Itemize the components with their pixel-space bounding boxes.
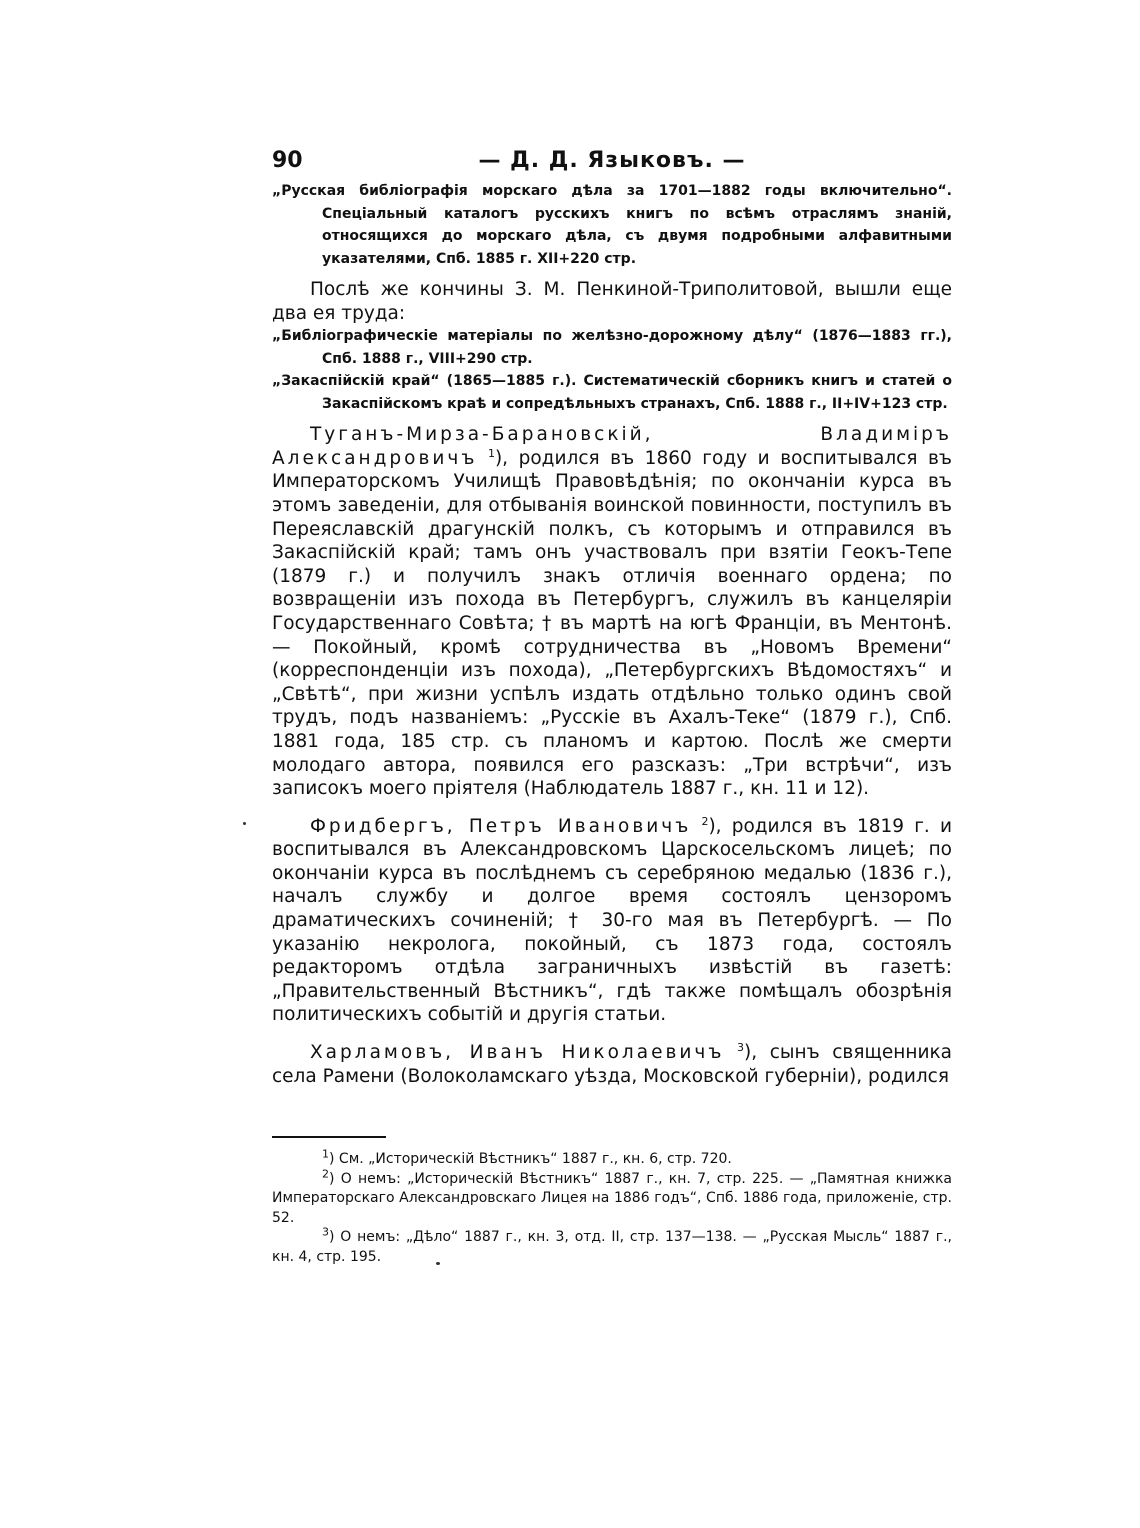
ink-speck bbox=[436, 1262, 440, 1265]
footnote-text: ) См. „Историческій Вѣстникъ“ 1887 г., кн. 6, стр. 720. bbox=[329, 1151, 732, 1168]
book-page bbox=[272, 140, 952, 1267]
ink-speck bbox=[243, 822, 246, 825]
page-number: 90 bbox=[272, 148, 303, 173]
entry-text: ), сынъ священника села Рамени (Волоколамскаго уѣзда, Московской губерніи), родился bbox=[272, 1042, 952, 1087]
footnote-ref: 3 bbox=[737, 1040, 745, 1054]
page-header bbox=[272, 140, 952, 180]
bibliography-entry: „Русская библіографія морскаго дѣла за 1701—1882 годы включительно“. Спеціальный каталогъ русскихъ книгъ по всѣмъ отраслямъ знаній, относящихся до морскаго дѣла, съ двумя подробными алфавитными указателями, Спб. 1885 г. XII+220 стр. bbox=[272, 183, 952, 267]
entry-name: Фридбергъ, Петръ Ивановичъ bbox=[310, 815, 692, 837]
footnote-ref: 2 bbox=[701, 814, 709, 828]
entry-text: ), родился въ 1819 г. и воспитывался въ Александровскомъ Царскосельскомъ лицеѣ; по окончаніи курса въ послѣднемъ съ серебряною медалью (1836 г.), началъ службу и долгое время состоялъ цензоромъ драматическихъ сочиненій; † 30-го мая въ Петербургѣ. — По указанію некролога, покойный, съ 1873 года, состоялъ редакторомъ отдѣла заграничныхъ извѣстій въ газетѣ: „Правительственный Вѣстникъ“, гдѣ также помѣщалъ обозрѣнія политическихъ событій и другія статьи. bbox=[272, 815, 952, 1026]
paragraph-after-death: Послѣ же кончины З. М. Пенкиной-Триполитовой, вышли еще два ея труда: bbox=[272, 279, 952, 324]
footnote bbox=[272, 1147, 952, 1170]
entry-kharlamov bbox=[272, 1041, 952, 1088]
footnote bbox=[272, 1225, 952, 1267]
footnote bbox=[272, 1167, 952, 1229]
entry-fridberg bbox=[272, 815, 952, 1027]
footnote-text: ) О немъ: „Историческій Вѣстникъ“ 1887 г., кн. 7, стр. 225. — „Памятная книжка Императорскаго Александровскаго Лицея на 1886 годъ“, Спб. 1886 года, приложеніе, стр. 52. bbox=[272, 1170, 952, 1226]
footnote-ref: 1 bbox=[487, 446, 495, 460]
entry-tugan-mirza-baranovsky bbox=[272, 423, 952, 801]
bibliography-entry: „Закаспійскій край“ (1865—1885 г.). Систематическій сборникъ книгъ и статей о Закаспійскомъ краѣ и сопредѣльныхъ странахъ, Спб. 1888 г., II+IV+123 стр. bbox=[272, 373, 952, 412]
running-title: — Д. Д. Языковъ. — bbox=[478, 148, 746, 173]
footnote-mark: 2 bbox=[322, 1167, 329, 1181]
footnote-text: ) О немъ: „Дѣло“ 1887 г., кн. 3, отд. II, стр. 137—138. — „Русская Мысль“ 1887 г., кн. 4, стр. 195. bbox=[272, 1229, 952, 1265]
entry-text: ), родился въ 1860 году и воспитывался въ Императорскомъ Училищѣ Правовѣдѣнія; по окончаніи курса въ этомъ заведеніи, для отбыванія воинской повинности, поступилъ въ Переяславскій драгунскій полкъ, съ которымъ и отправился въ Закаспійскій край; тамъ онъ участвовалъ при взятіи Геокъ-Тепе (1879 г.) и получилъ знакъ отличія военнаго ордена; по возвращеніи изъ похода въ Петербургъ, служилъ въ канцеляріи Государственнаго Совѣта; † въ мартѣ на югѣ Франціи, въ Ментонѣ. — Покойный, кромѣ сотрудничества въ „Новомъ Времени“ (корреспонденціи изъ похода), „Петербургскихъ Вѣдомостяхъ“ и „Свѣтѣ“, при жизни успѣлъ издать отдѣльно только одинъ свой трудъ, подъ названіемъ: „Русскіе въ Ахалъ-Теке“ (1879 г.), Спб. 1881 года, 185 стр. съ планомъ и картою. Послѣ же смерти молодаго автора, появился его разсказъ: „Три встрѣчи“, изъ записокъ моего пріятеля (Наблюдатель 1887 г., кн. 11 и 12). bbox=[272, 447, 952, 800]
footnote-mark: 1 bbox=[322, 1147, 329, 1161]
footnote-mark: 3 bbox=[322, 1225, 329, 1239]
bibliography-entry: „Библіографическіе матеріалы по желѣзно-дорожному дѣлу“ (1876—1883 гг.), Спб. 1888 г., VIII+290 стр. bbox=[272, 328, 952, 367]
entry-name: Туганъ-Мирза-Барановскій, Владиміръ Александровичъ bbox=[272, 424, 952, 469]
footnote-separator bbox=[272, 1136, 386, 1138]
entry-name: Харламовъ, Иванъ Николаевичъ bbox=[310, 1042, 725, 1064]
